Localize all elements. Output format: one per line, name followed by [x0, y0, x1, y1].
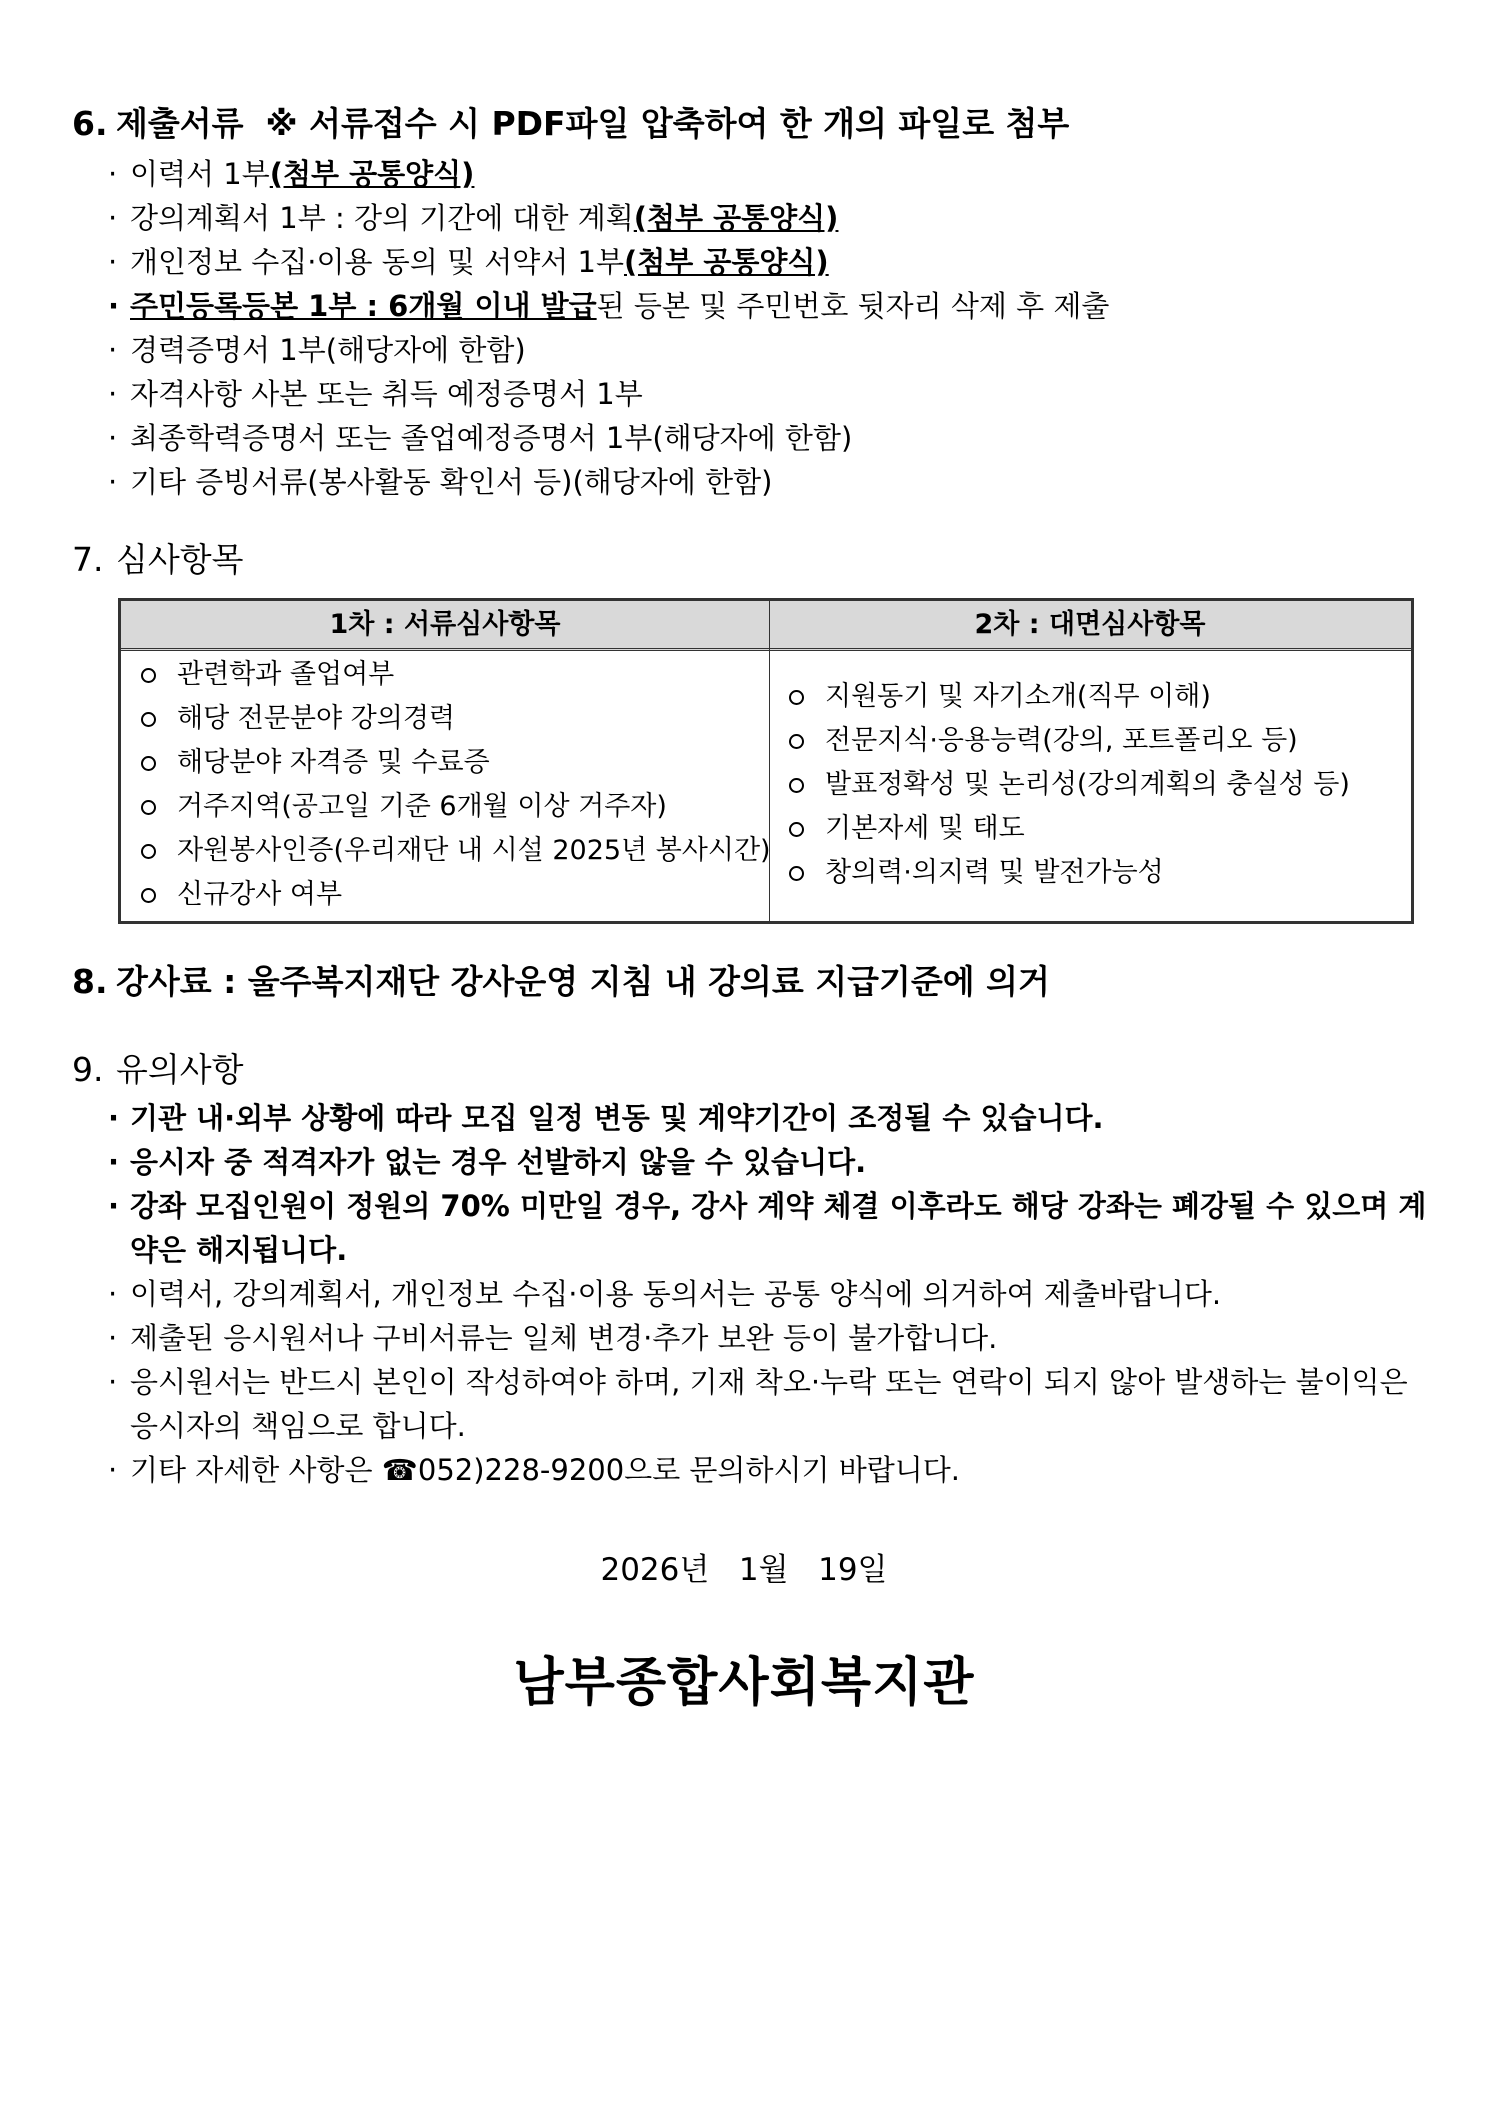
evaluation-table: [118, 598, 1414, 924]
circle-bullet-icon: [141, 844, 156, 859]
circle-bullet-icon: [789, 734, 804, 749]
section-8-title: 8. 강사료 : 울주복지재단 강사운영 지침 내 강의료 지급기준에 의거: [72, 962, 1050, 1001]
list-item: · 이력서 1부(첨부 공통양식): [108, 157, 475, 191]
section-9-title: 9. 유의사항: [72, 1050, 244, 1089]
circle-bullet-icon: [789, 778, 804, 793]
list-item: · 기관 내·외부 상황에 따라 모집 일정 변동 및 계약기간이 조정될 수 있습니다.: [108, 1101, 1104, 1135]
table-row: 창의력·의지력 및 발전가능성: [789, 851, 1350, 895]
list-item: · 응시자 중 적격자가 없는 경우 선발하지 않을 수 있습니다.: [108, 1145, 867, 1179]
table-row: 해당분야 자격증 및 수료증: [141, 741, 771, 785]
circle-bullet-icon: [789, 866, 804, 881]
table-header-cell: 1차 : 서류심사항목: [329, 609, 561, 640]
circle-bullet-icon: [141, 712, 156, 727]
section-7-title: 7. 심사항목: [72, 540, 244, 579]
list-item: · 주민등록등본 1부 : 6개월 이내 발급된 등본 및 주민번호 뒷자리 삭제 후 제출: [108, 289, 1110, 323]
document-date: 2026년 1월 19일: [600, 1552, 888, 1588]
table-row: 거주지역(공고일 기준 6개월 이상 거주자): [141, 785, 771, 829]
table-row: 해당 전문분야 강의경력: [141, 697, 771, 741]
list-item: · 최종학력증명서 또는 졸업예정증명서 1부(해당자에 한함): [108, 421, 853, 455]
list-item: · 이력서, 강의계획서, 개인정보 수집·이용 동의서는 공통 양식에 의거하여 제출바랍니다.: [108, 1277, 1222, 1311]
list-item: · 강좌 모집인원이 정원의 70% 미만일 경우, 강사 계약 체결 이후라도 해당 강좌는 폐강될 수 있으며 계약은 해지됩니다.: [108, 1189, 1427, 1267]
section-9-list: [108, 1096, 1438, 1492]
list-item: · 기타 자세한 사항은 ☎052)228-9200으로 문의하시기 바랍니다.: [108, 1453, 960, 1487]
table-row: 관련학과 졸업여부: [141, 653, 771, 697]
list-item: · 경력증명서 1부(해당자에 한함): [108, 333, 526, 367]
list-item: · 강의계획서 1부 : 강의 기간에 대한 계획(첨부 공통양식): [108, 201, 839, 235]
circle-bullet-icon: [141, 800, 156, 815]
table-row: 발표정확성 및 논리성(강의계획의 충실성 등): [789, 763, 1350, 807]
table-column-1: [141, 653, 771, 917]
table-row: 기본자세 및 태도: [789, 807, 1350, 851]
section-6-list: [108, 152, 1438, 504]
table-row: 전문지식·응용능력(강의, 포트폴리오 등): [789, 719, 1350, 763]
table-header: [121, 601, 1411, 651]
table-column-2: [789, 675, 1350, 895]
list-item: · 응시원서는 반드시 본인이 작성하여야 하며, 기재 착오·누락 또는 연락이 되지 않아 발생하는 불이익은 응시자의 책임으로 합니다.: [108, 1365, 1408, 1443]
list-item: · 제출된 응시원서나 구비서류는 일체 변경·추가 보완 등이 불가합니다.: [108, 1321, 998, 1355]
table-row: 자원봉사인증(우리재단 내 시설 2025년 봉사시간): [141, 829, 771, 873]
circle-bullet-icon: [141, 756, 156, 771]
section-6-title: 6. 제출서류 ※ 서류접수 시 PDF파일 압축하여 한 개의 파일로 첨부: [72, 104, 1070, 143]
list-item: · 개인정보 수집·이용 동의 및 서약서 1부(첨부 공통양식): [108, 245, 829, 279]
circle-bullet-icon: [789, 690, 804, 705]
list-item: · 자격사항 사본 또는 취득 예정증명서 1부: [108, 377, 643, 411]
table-row: 지원동기 및 자기소개(직무 이해): [789, 675, 1350, 719]
circle-bullet-icon: [141, 888, 156, 903]
circle-bullet-icon: [789, 822, 804, 837]
table-header-cell: 2차 : 대면심사항목: [974, 609, 1206, 640]
organization-name: 남부종합사회복지관: [513, 1653, 975, 1713]
circle-bullet-icon: [141, 668, 156, 683]
list-item: · 기타 증빙서류(봉사활동 확인서 등)(해당자에 한함): [108, 465, 773, 499]
table-row: 신규강사 여부: [141, 873, 771, 917]
